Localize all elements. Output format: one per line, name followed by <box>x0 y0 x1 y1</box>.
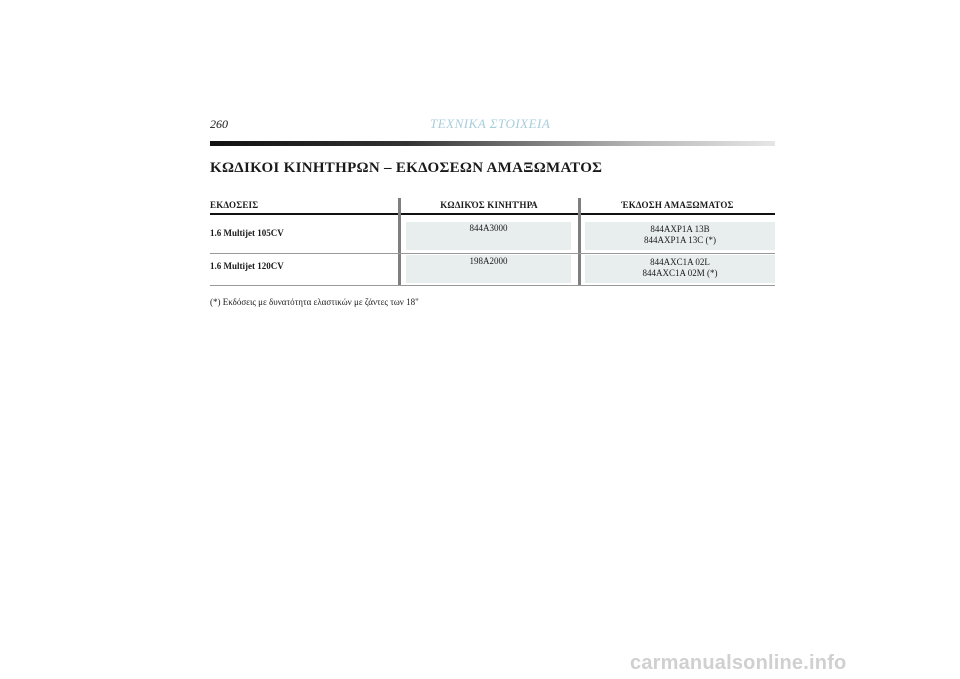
version-cell: 1.6 Multijet 105CV <box>210 228 284 238</box>
table-row <box>210 253 775 286</box>
engine-code-cell <box>406 255 571 283</box>
engine-code: 198A2000 <box>469 256 508 266</box>
engine-code: 844A3000 <box>469 223 508 233</box>
row-divider <box>210 285 775 286</box>
header-divider <box>210 213 775 215</box>
page-number: 260 <box>210 117 228 131</box>
page-title: ΚΩΔΙΚΟΙ ΚΙΝΗΤΗΡΩΝ – ΕΚΔΟΣΕΩΝ ΑΜΑΞΩΜΑΤΟΣ <box>210 160 603 176</box>
body-version-cell <box>585 255 775 283</box>
body-code: 844AXP1A 13B <box>650 224 710 234</box>
section-title: ΤΕΧΝΙΚΑ ΣΤΟΙΧΕΙΑ <box>430 116 551 131</box>
watermark: carmanualsonline.info <box>630 652 847 674</box>
engine-codes-table <box>210 198 775 278</box>
column-header-body-version: ΈΚΔΟΣΗ ΑΜΑΞΩΜΑΤΟΣ <box>621 200 734 210</box>
body-code: 844AXP1A 13C (*) <box>643 235 716 245</box>
body-version-cell <box>585 222 775 250</box>
page-header <box>210 117 775 137</box>
version-cell: 1.6 Multijet 120CV <box>210 261 284 271</box>
header-rule <box>210 141 775 146</box>
footnote: (*) Εκδόσεις με δυνατότητα ελαστικών με ζάντες των 18" <box>210 297 419 307</box>
table-row <box>210 220 775 253</box>
column-header-versions: ΕΚΔΟΣΕΙΣ <box>210 200 259 210</box>
table-header <box>210 198 775 214</box>
engine-code-cell <box>406 222 571 250</box>
column-header-engine-code: ΚΩΔΙΚΌΣ ΚΙΝΗΤΉΡΑ <box>440 200 538 210</box>
body-code: 844AXC1A 02M (*) <box>642 268 718 278</box>
body-code: 844AXC1A 02L <box>650 257 710 267</box>
